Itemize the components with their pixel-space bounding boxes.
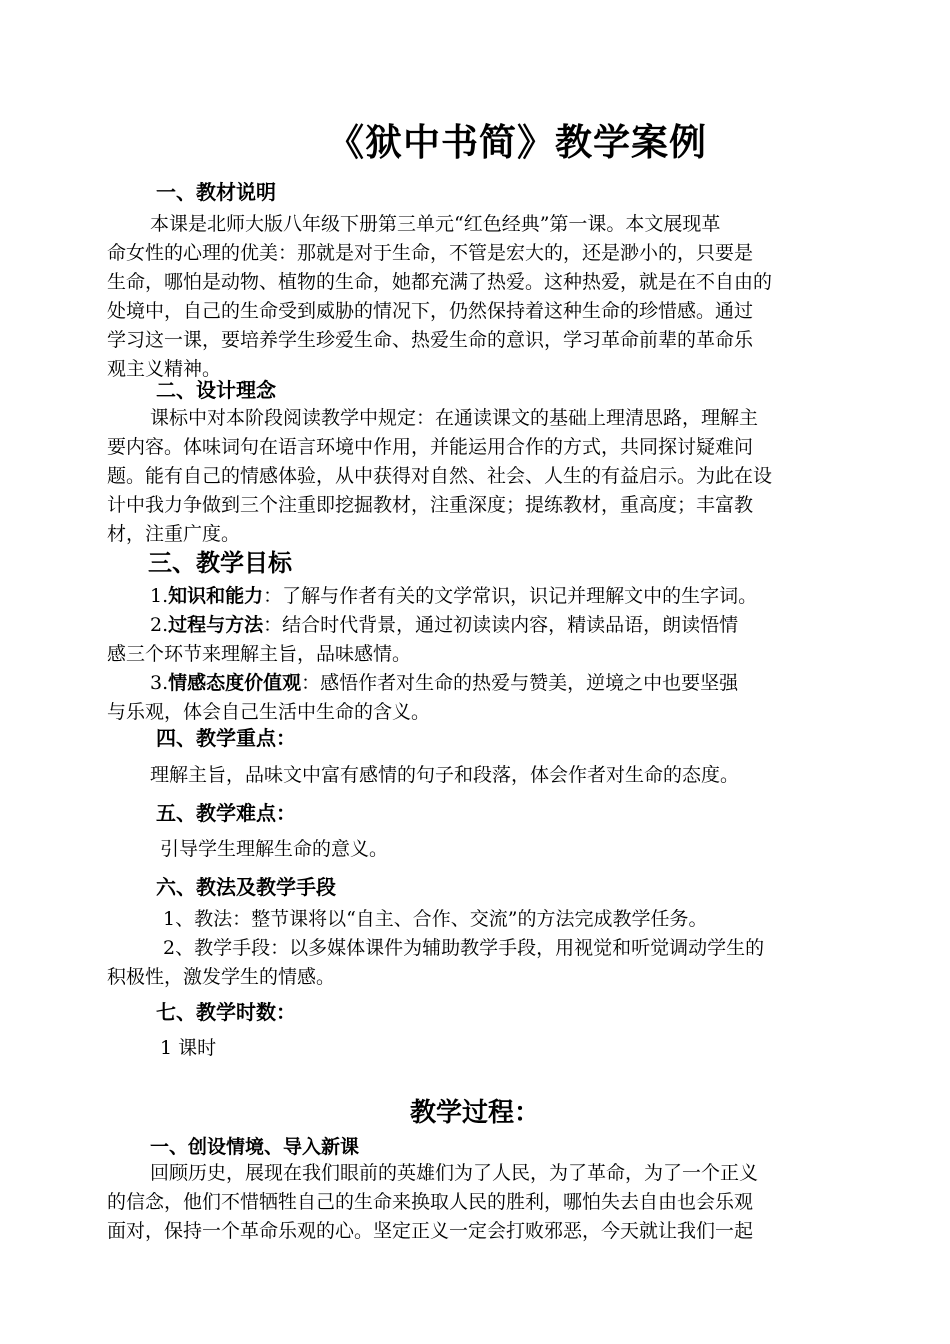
paragraph-line: 命女性的心理的优美：那就是对于生命，不管是宏大的，还是渺小的，只要是 [107,242,754,264]
goal-number: 2. [150,614,169,636]
paragraph-line: 要内容。体味词句在语言环境中作用，并能运用合作的方式，共同探讨疑难问 [107,436,754,458]
process-heading: 教学过程： [409,1098,540,1128]
section-heading-4: 四、教学重点： [156,726,296,750]
paragraph-line: 计中我力争做到三个注重即挖掘教材，注重深度；提练教材，重高度；丰富教 [107,494,754,516]
method-line-2: 2、教学手段：以多媒体课件为辅助教学手段，用视觉和听觉调动学生的 [163,937,765,959]
goal-line-3 [107,669,847,698]
paragraph-line: 材，注重广度。 [107,523,241,545]
document-title: 《狱中书简》教学案例 [327,120,707,164]
goal-line-2 [107,611,847,640]
paragraph-line: 处境中，自己的生命受到威胁的情况下，仍然保持着这种生命的珍惜感。通过 [107,300,754,322]
section-heading-6: 六、教法及教学手段 [156,875,336,899]
paragraph-line: 学习这一课，要培养学生珍爱生命、热爱生命的意识，学习革命前辈的革命乐 [107,329,754,351]
paragraph-line: 题。能有自己的情感体验，从中获得对自然、社会、人生的有益启示。为此在设 [107,465,773,487]
section-heading-1: 一、教材说明 [156,180,276,204]
goal-continuation: 与乐观，体会自己生活中生命的含义。 [107,701,431,723]
section-heading-2: 二、设计理念 [156,378,276,402]
section-body-3 [107,582,847,727]
paragraph-line: 课标中对本阶段阅读教学中规定：在通读课文的基础上理清思路，理解主 [150,407,759,429]
section-body-2 [107,404,847,549]
goal-number: 1. [150,585,169,607]
goal-text: ：了解与作者有关的文学常识，识记并理解文中的生字词。 [263,585,758,607]
process-body [107,1159,847,1246]
section-body-6 [107,905,847,992]
paragraph-line: 回顾历史，展现在我们眼前的英雄们为了人民，为了革命，为了一个正义 [150,1162,759,1184]
goal-continuation: 感三个环节来理解主旨，品味感情。 [107,643,412,665]
section-body-7: 1 课时 [160,1037,217,1059]
paragraph-line: 本课是北师大版八年级下册第三单元“红色经典”第一课。本文展现革 [150,213,721,235]
goal-text: ：感悟作者对生命的热爱与赞美，逆境之中也要坚强 [301,672,739,694]
paragraph-line: 生命，哪怕是动物、植物的生命，她都充满了热爱。这种热爱，就是在不自由的 [107,271,773,293]
section-body-4: 理解主旨，品味文中富有感情的句子和段落，体会作者对生命的态度。 [150,764,740,786]
section-body-1 [107,210,847,384]
process-subheading: 一、创设情境、导入新课 [150,1136,360,1158]
paragraph-line: 观主义精神。 [107,358,222,380]
method-continuation: 积极性，激发学生的情感。 [107,966,336,988]
goal-number: 3. [150,672,169,694]
paragraph-line: 的信念，他们不惜牺牲自己的生命来换取人民的胜利，哪怕失去自由也会乐观 [107,1191,754,1213]
section-heading-5: 五、教学难点： [156,801,296,825]
section-heading-3: 三、教学目标 [148,548,292,577]
section-heading-7: 七、教学时数： [156,1000,296,1024]
section-body-5: 引导学生理解生命的意义。 [160,838,389,860]
goal-text: ：结合时代背景，通过初读读内容，精读品语，朗读悟情 [263,614,739,636]
goal-line-1 [107,582,847,611]
goal-key: 知识和能力 [168,585,264,607]
goal-key: 过程与方法 [168,614,264,636]
goal-key: 情感态度价值观 [168,672,302,694]
paragraph-line: 面对，保持一个革命乐观的心。坚定正义一定会打败邪恶，今天就让我们一起 [107,1220,754,1242]
method-line-1: 1、教法：整节课将以“自主、合作、交流”的方法完成教学任务。 [163,908,708,930]
